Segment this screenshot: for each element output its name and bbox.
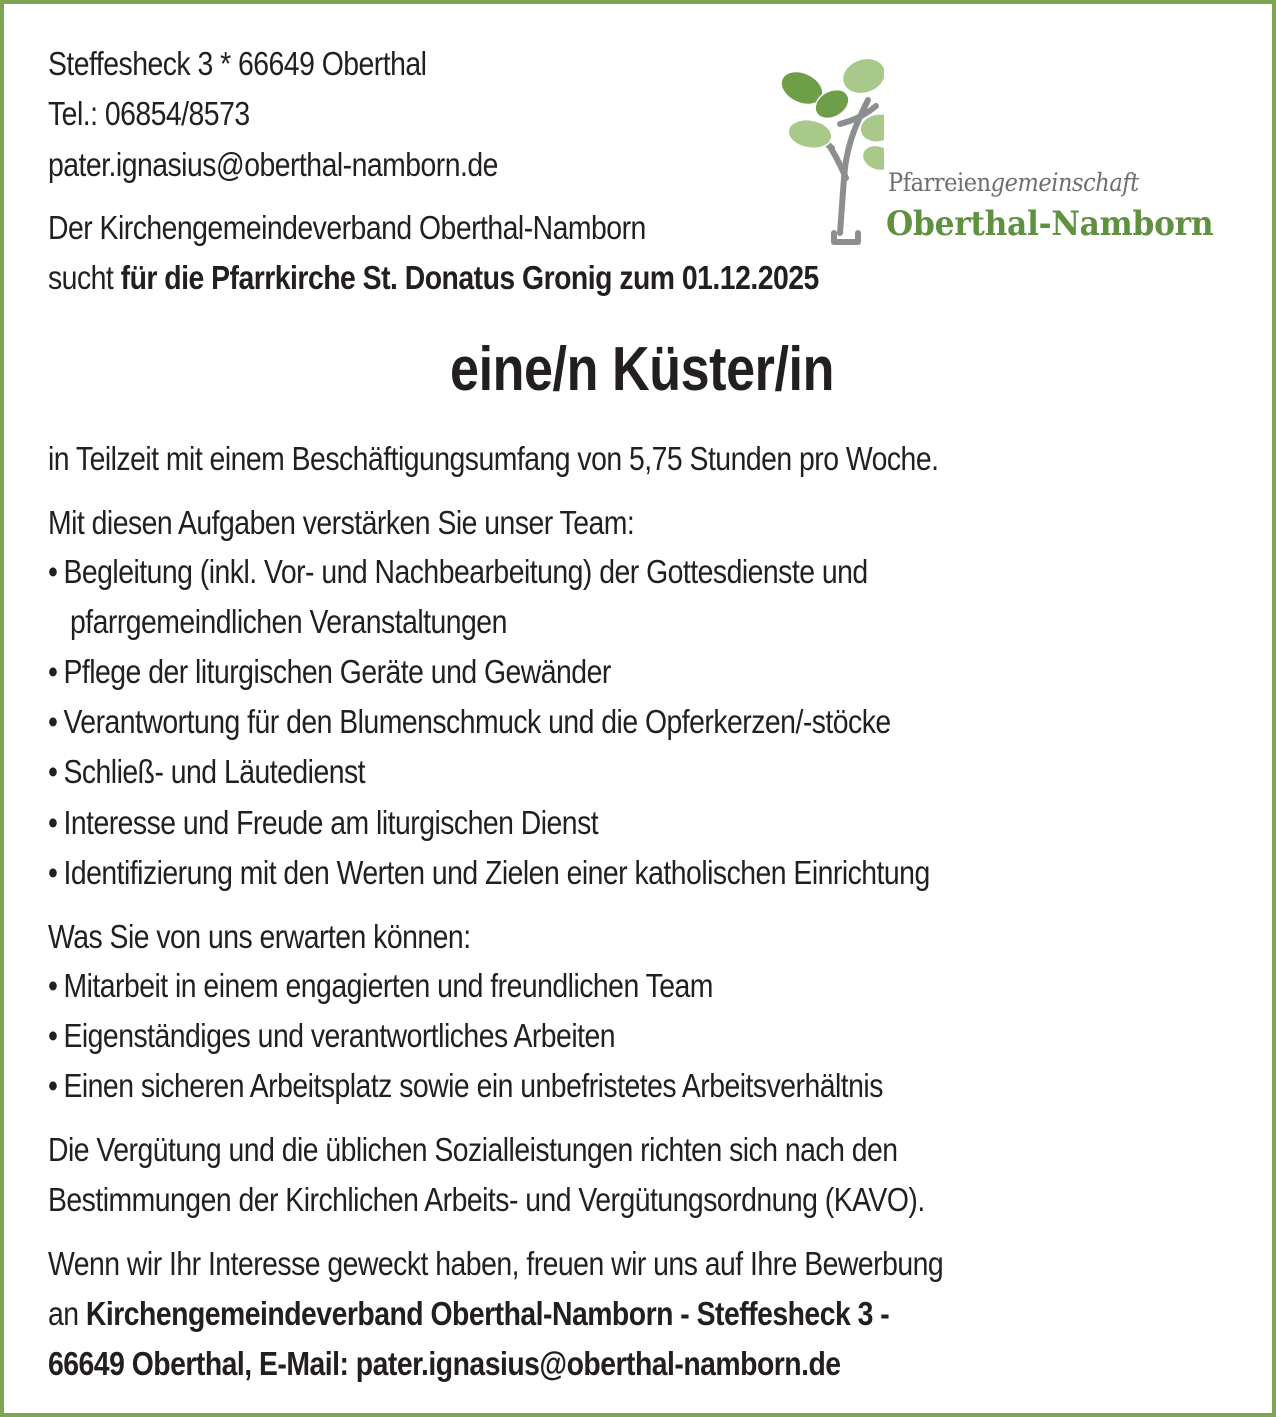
tree-logo-icon [774, 48, 884, 248]
task-item: • Pflege der liturgischen Geräte und Gewänder [48, 653, 611, 690]
task-item: • Schließ- und Läutedienst [48, 753, 366, 790]
contact-email: pater.ignasius@oberthal-namborn.de [48, 146, 498, 183]
intro-line-1: Der Kirchengemeindeverband Oberthal-Namborn [48, 209, 646, 246]
offer-item: • Einen sicheren Arbeitsplatz sowie ein unbefristetes Arbeitsverhältnis [48, 1067, 883, 1104]
task-item-continued: pfarrgemeindlichen Veranstaltungen [70, 603, 507, 640]
apply-line-2: an Kirchengemeindeverband Oberthal-Namborn - Steffesheck 3 - [48, 1295, 890, 1332]
intro-line-2: sucht für die Pfarrkirche St. Donatus Gronig zum 01.12.2025 [48, 259, 819, 296]
apply-line-3: 66649 Oberthal, E-Mail: pater.ignasius@oberthal-namborn.de [48, 1345, 841, 1382]
task-item: • Interesse und Freude am liturgischen Dienst [48, 804, 599, 841]
part-time-text: in Teilzeit mit einem Beschäftigungsumfang von 5,75 Stunden pro Woche. [48, 440, 939, 477]
offers-heading: Was Sie von uns erwarten können: [48, 918, 471, 955]
logo-name: Oberthal-Namborn [886, 204, 1214, 244]
salary-line-1: Die Vergütung und die üblichen Sozialleistungen richten sich nach den [48, 1131, 898, 1168]
task-item: • Verantwortung für den Blumenschmuck und die Opferkerzen/-stöcke [48, 703, 891, 740]
job-title: eine/n Küster/in [450, 335, 834, 404]
offer-item: • Mitarbeit in einem engagierten und freundlichen Team [48, 967, 713, 1004]
logo-subtitle: Pfarreiengemeinschaft [888, 168, 1139, 197]
tasks-heading: Mit diesen Aufgaben verstärken Sie unser Team: [48, 504, 635, 541]
salary-line-2: Bestimmungen der Kirchlichen Arbeits- und Vergütungsordnung (KAVO). [48, 1181, 925, 1218]
contact-phone: Tel.: 06854/8573 [48, 95, 250, 132]
task-item: • Begleitung (inkl. Vor- und Nachbearbeitung) der Gottesdienste und [48, 553, 868, 590]
apply-line-1: Wenn wir Ihr Interesse geweckt haben, freuen wir uns auf Ihre Bewerbung [48, 1245, 944, 1282]
task-item: • Identifizierung mit den Werten und Zielen einer katholischen Einrichtung [48, 854, 930, 891]
offer-item: • Eigenständiges und verantwortliches Arbeiten [48, 1017, 616, 1054]
contact-address: Steffesheck 3 * 66649 Oberthal [48, 45, 427, 82]
